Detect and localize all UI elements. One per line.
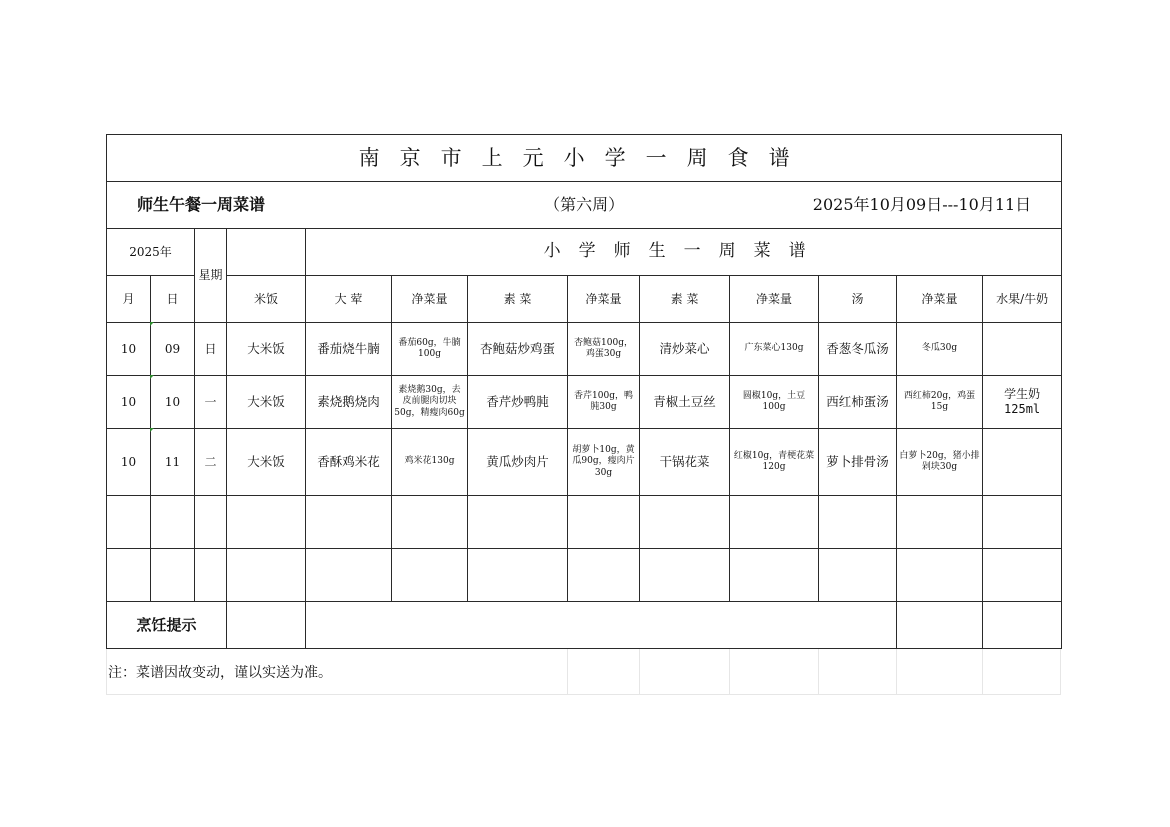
weekday-cell: 一 xyxy=(195,376,227,429)
veg1-cell: 杏鲍菇炒鸡蛋 xyxy=(468,323,568,376)
weekday-cell: 二 xyxy=(195,429,227,496)
veg1-qty-cell: 香芹100g，鸭肫30g xyxy=(568,376,640,429)
column-header-soup: 汤 xyxy=(819,276,897,323)
date-range: 2025年10月09日---10月11日 xyxy=(812,195,1032,214)
cooking-tip-row xyxy=(107,602,1062,649)
table-row xyxy=(107,323,1062,376)
cell-marker xyxy=(150,428,154,432)
menu-title: 小学师生一周菜谱 xyxy=(306,229,1062,276)
column-header-veg2-qty: 净菜量 xyxy=(730,276,819,323)
subheader-bar xyxy=(107,182,1062,229)
blank-header-cell xyxy=(227,229,306,276)
soup-cell: 香葱冬瓜汤 xyxy=(819,323,897,376)
cooking-tip-blank xyxy=(227,602,306,649)
column-header-main-qty: 净菜量 xyxy=(392,276,468,323)
veg1-qty-cell: 胡萝卜10g，黄瓜90g，瘦肉片30g xyxy=(568,429,640,496)
column-header-fruit: 水果/牛奶 xyxy=(983,276,1062,323)
cell-marker xyxy=(150,375,154,379)
veg2-qty-cell: 红椒10g，青梗花菜120g xyxy=(730,429,819,496)
month-cell: 10 xyxy=(107,323,151,376)
rice-cell: 大米饭 xyxy=(227,323,306,376)
rice-cell: 大米饭 xyxy=(227,376,306,429)
column-header-rice: 米饭 xyxy=(227,276,306,323)
main-qty-cell: 鸡米花130g xyxy=(392,429,468,496)
year-header: 2025年 xyxy=(107,229,195,276)
column-header-veg1-qty: 净菜量 xyxy=(568,276,640,323)
soup-qty-cell: 西红柿20g，鸡蛋15g xyxy=(897,376,983,429)
veg1-cell: 香芹炒鸭肫 xyxy=(468,376,568,429)
main-qty-cell: 素烧鹅30g，去皮前腿肉切块50g，精瘦肉60g xyxy=(392,376,468,429)
footnote-row xyxy=(106,649,1061,695)
footnote-text: 注：菜谱因故变动，谨以实送为准。 xyxy=(108,665,332,681)
veg2-qty-cell: 圆椒10g，土豆100g xyxy=(730,376,819,429)
main-dish-cell: 香酥鸡米花 xyxy=(306,429,392,496)
soup-qty-cell: 冬瓜30g xyxy=(897,323,983,376)
soup-cell: 西红柿蛋汤 xyxy=(819,376,897,429)
cooking-tip-content xyxy=(306,602,897,649)
column-header-veg1: 素 菜 xyxy=(468,276,568,323)
column-header-month: 月 xyxy=(107,276,151,323)
rice-cell: 大米饭 xyxy=(227,429,306,496)
fruit-cell xyxy=(983,323,1062,376)
cooking-tip-blank xyxy=(897,602,983,649)
weekday-header: 星期 xyxy=(195,229,227,323)
day-cell: 09 xyxy=(151,323,195,376)
column-header-veg2: 素 菜 xyxy=(640,276,730,323)
veg2-cell: 青椒土豆丝 xyxy=(640,376,730,429)
page-title: 南京市上元小学一周食谱 xyxy=(107,135,1062,182)
soup-qty-cell: 白萝卜20g，猪小排剁块30g xyxy=(897,429,983,496)
empty-row xyxy=(107,496,1062,549)
soup-cell: 萝卜排骨汤 xyxy=(819,429,897,496)
main-dish-cell: 番茄烧牛腩 xyxy=(306,323,392,376)
veg2-qty-cell: 广东菜心130g xyxy=(730,323,819,376)
column-header-main: 大 荤 xyxy=(306,276,392,323)
menu-sheet xyxy=(106,134,1061,681)
month-cell: 10 xyxy=(107,376,151,429)
cooking-tip-label: 烹饪提示 xyxy=(107,602,227,649)
veg1-qty-cell: 杏鲍菇100g，鸡蛋30g xyxy=(568,323,640,376)
veg1-cell: 黄瓜炒肉片 xyxy=(468,429,568,496)
weekday-cell: 日 xyxy=(195,323,227,376)
week-number: （第六周） xyxy=(544,195,625,214)
main-qty-cell: 番茄60g，牛腩100g xyxy=(392,323,468,376)
fruit-cell xyxy=(983,429,1062,496)
weekly-menu-table xyxy=(106,134,1062,649)
veg2-cell: 干锅花菜 xyxy=(640,429,730,496)
day-cell: 10 xyxy=(151,376,195,429)
cell-marker xyxy=(150,322,154,326)
table-row xyxy=(107,429,1062,496)
veg2-cell: 清炒菜心 xyxy=(640,323,730,376)
cooking-tip-blank xyxy=(983,602,1062,649)
table-row xyxy=(107,376,1062,429)
column-header-day: 日 xyxy=(151,276,195,323)
month-cell: 10 xyxy=(107,429,151,496)
day-cell: 11 xyxy=(151,429,195,496)
fruit-cell: 学生奶 125ml xyxy=(983,376,1062,429)
subheader-left: 师生午餐一周菜谱 xyxy=(137,195,266,214)
main-dish-cell: 素烧鹅烧肉 xyxy=(306,376,392,429)
column-header-soup-qty: 净菜量 xyxy=(897,276,983,323)
empty-row xyxy=(107,549,1062,602)
